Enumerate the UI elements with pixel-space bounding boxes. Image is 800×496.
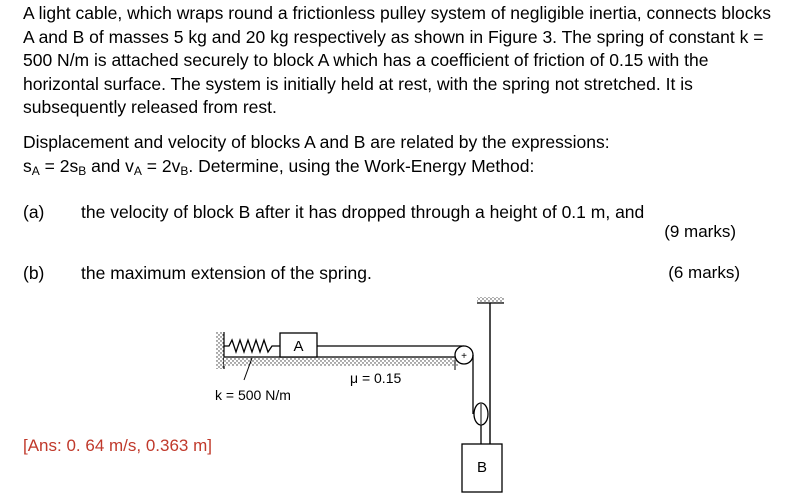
relation-line: Displacement and velocity of blocks A and B are related by the expressions: xyxy=(23,132,610,152)
relation-eq2: = 2v xyxy=(141,155,181,176)
relation-and: and v xyxy=(86,155,134,176)
part-a-marks: (9 marks) xyxy=(664,222,736,241)
wall xyxy=(216,332,224,369)
mu-label: μ = 0.15 xyxy=(350,370,402,386)
k-label: k = 500 N/m xyxy=(215,387,291,403)
sub-a: A xyxy=(31,163,40,178)
part-b-marks: (6 marks) xyxy=(668,263,740,282)
part-a-text: the velocity of block B after it has dropped through a height of 0.1 m, and xyxy=(81,202,645,222)
part-b-label: (b) xyxy=(23,263,45,283)
relation-tail: . Determine, using the Work-Energy Method: xyxy=(188,155,535,176)
answer-text: [Ans: 0. 64 m/s, 0.363 m] xyxy=(23,436,212,455)
relation-s: s xyxy=(23,155,32,176)
spring xyxy=(224,340,280,352)
block-b-label: B xyxy=(476,459,488,476)
part-a-label: (a) xyxy=(23,202,45,222)
ceiling-support xyxy=(477,297,504,303)
pulley-center-symbol: + xyxy=(461,351,467,362)
horizontal-surface xyxy=(224,357,458,366)
relation-eq1: = 2s xyxy=(39,155,79,176)
sub-a2: A xyxy=(133,163,142,178)
problem-intro: A light cable, which wraps round a frictionless pulley system of negligible inertia, connects blocks A and B of masses 5 kg and 20 kg respectively as shown in Figure 3. The spring of constant k = 500 N/m is attached securely to block A which has a coefficient of friction of 0.15 with the horizontal surface. The system is initially held at rest, with the spring not stretched. It is subsequently released from rest. xyxy=(23,3,772,117)
part-b-text: the maximum extension of the spring. xyxy=(81,263,372,283)
sub-b2: B xyxy=(180,163,189,178)
sub-b: B xyxy=(78,163,87,178)
block-a-label: A xyxy=(293,338,304,355)
